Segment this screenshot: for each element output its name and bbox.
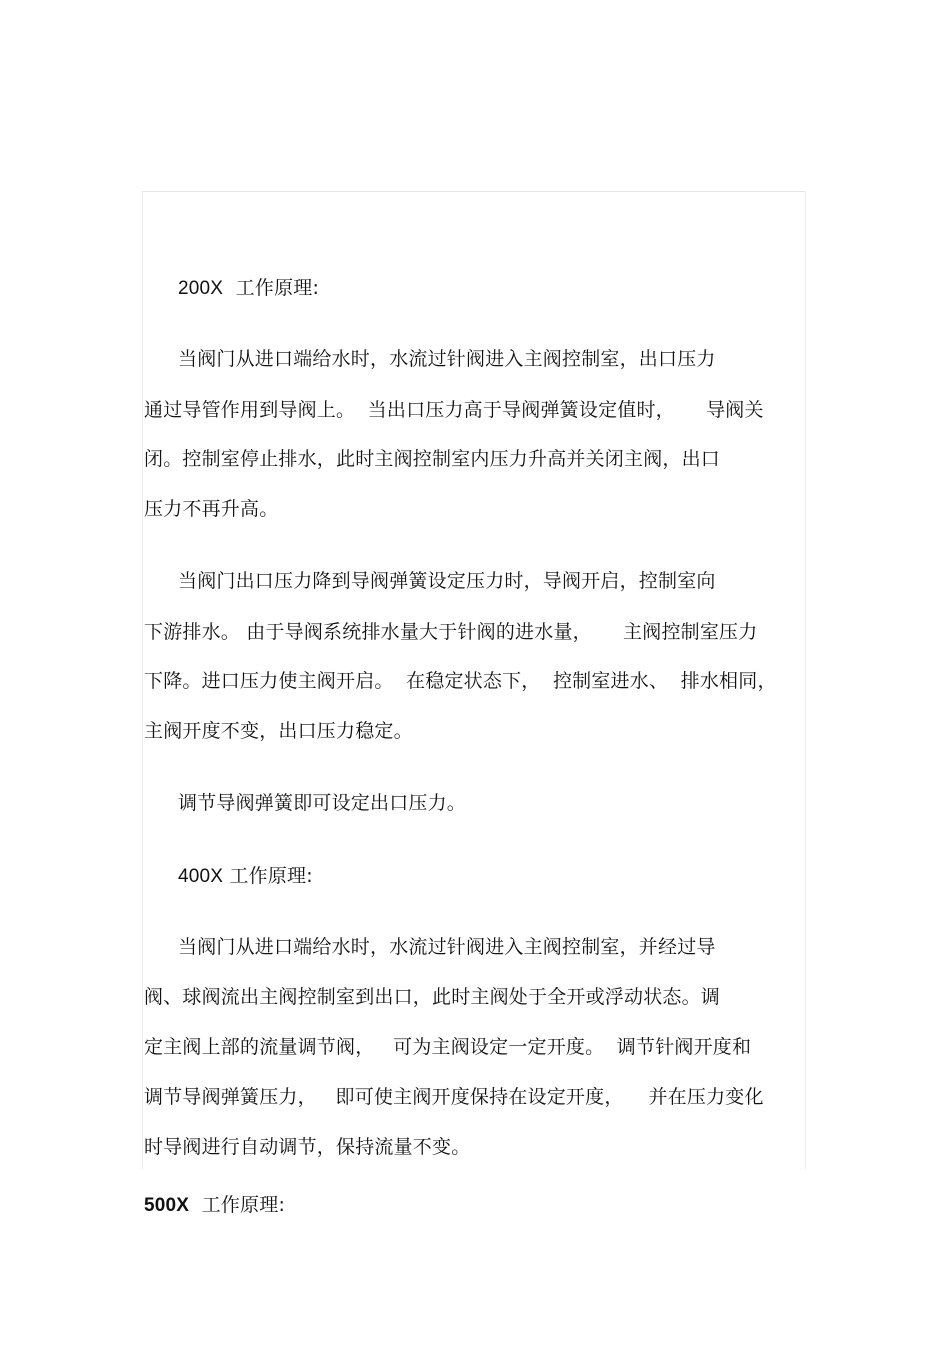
heading-200x-code: 200X xyxy=(178,278,224,299)
p2-line-2: 下游排水。 由于导阀系统排水量大于针阀的进水量， 主阀控制室压力 xyxy=(144,621,758,643)
p4-line-1: 当阀门从进口端给水时，水流过针阀进入主阀控制室，并经过导 xyxy=(178,936,716,958)
p4-line-5: 时导阀进行自动调节，保持流量不变。 xyxy=(144,1136,471,1158)
p1-line-2: 通过导管作用到导阀上。 当出口压力高于导阀弹簧设定值时， 导阀关 xyxy=(144,399,764,421)
heading-500x xyxy=(144,1193,804,1218)
heading-400x xyxy=(178,864,838,889)
p2-line-3: 下降。进口压力使主阀开启。 在稳定状态下， 控制室进水、 排水相同， xyxy=(144,670,777,692)
p1-line-4: 压力不再升高。 xyxy=(144,498,279,520)
p3-line-1: 调节导阀弹簧即可设定出口压力。 xyxy=(178,792,467,814)
p4-line-4: 调节导阀弹簧压力， 即可使主阀开度保持在设定开度， 并在压力变化 xyxy=(144,1086,764,1108)
heading-500x-code: 500X xyxy=(144,1195,190,1216)
p1-line-1: 当阀门从进口端给水时，水流过针阀进入主阀控制室，出口压力 xyxy=(178,348,716,370)
heading-500x-text: 工作原理: xyxy=(189,1194,286,1216)
p2-line-4: 主阀开度不变，出口压力稳定。 xyxy=(144,720,413,742)
p4-line-2: 阀、球阀流出主阀控制室到出口，此时主阀处于全开或浮动状态。调 xyxy=(144,986,721,1008)
heading-400x-code: 400X xyxy=(178,866,224,887)
heading-200x xyxy=(178,276,838,301)
p4-line-3: 定主阀上部的流量调节阀， 可为主阀设定一定开度。 调节针阀开度和 xyxy=(144,1036,752,1058)
p1-line-3: 闭。控制室停止排水，此时主阀控制室内压力升高并关闭主阀，出口 xyxy=(144,448,721,470)
heading-400x-text: 工作原理: xyxy=(223,865,313,887)
heading-200x-text: 工作原理: xyxy=(223,277,320,299)
p2-line-1: 当阀门出口压力降到导阀弹簧设定压力时，导阀开启，控制室向 xyxy=(178,570,716,592)
